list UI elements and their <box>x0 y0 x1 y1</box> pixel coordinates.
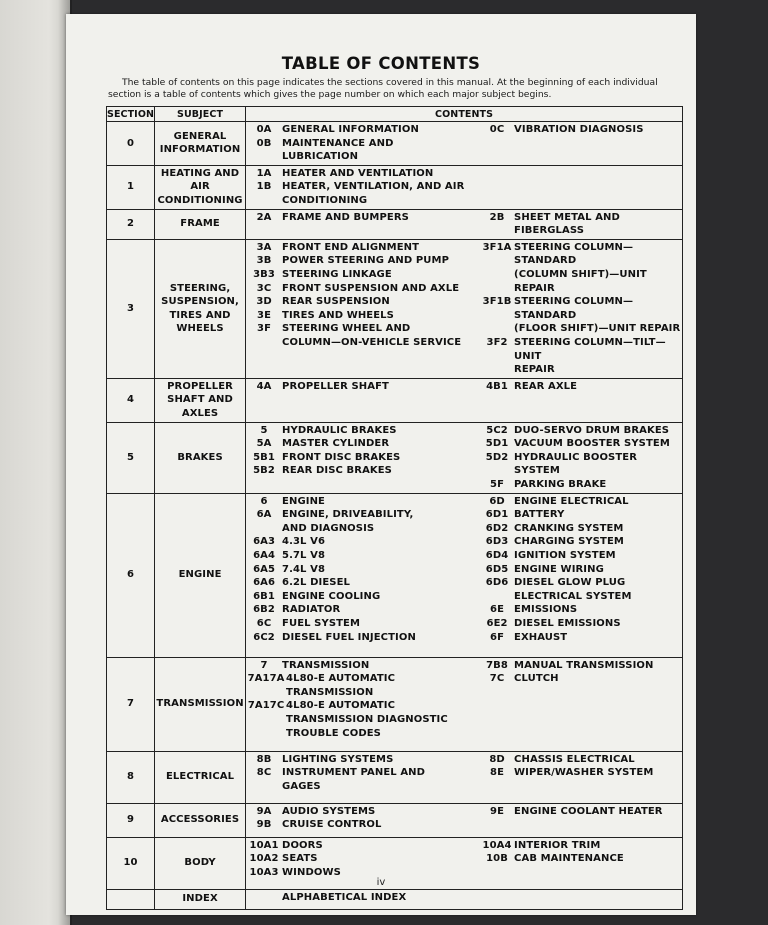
contents-column-left <box>246 123 480 164</box>
contents-entry <box>246 268 480 282</box>
entry-title: GENERAL INFORMATION <box>282 124 419 135</box>
entry-title: SEATS <box>282 853 318 865</box>
table-row <box>107 378 683 422</box>
entry-title: STEERING WHEEL AND COLUMN—ON-VEHICLE SERVICE <box>282 323 462 348</box>
manual-page <box>66 14 696 915</box>
entry-title: REAR DISC BRAKES <box>282 465 392 477</box>
entry-title: 7.4L V8 <box>282 563 326 575</box>
entry-title: MAINTENANCE AND LUBRICATION <box>282 137 394 163</box>
entry-code: 3D <box>256 296 272 308</box>
entry-title: CLUTCH <box>514 673 559 685</box>
table-row <box>107 751 683 803</box>
section-subject: ELECTRICAL <box>155 751 246 803</box>
entry-code: 9A <box>256 805 272 817</box>
contents-column-right <box>480 659 682 741</box>
contents-entry <box>480 478 682 492</box>
section-contents <box>246 209 683 239</box>
entry-title: HYDRAULIC BRAKES <box>282 424 397 436</box>
entry-code: 10B <box>486 853 508 865</box>
entry-title: CHARGING SYSTEM <box>514 536 624 548</box>
entry-code: 7A17A <box>247 673 285 685</box>
section-contents <box>246 378 683 422</box>
entry-code: 10A1 <box>249 839 279 851</box>
contents-entry <box>246 123 480 137</box>
contents-entry <box>246 891 480 905</box>
entry-code: 5A <box>256 438 272 450</box>
contents-entry <box>480 672 682 686</box>
entry-code: 0B <box>256 137 272 149</box>
entry-title: RADIATOR <box>282 604 341 616</box>
entry-code: 7 <box>260 659 268 671</box>
entry-code: 3F2 <box>486 336 508 348</box>
entry-code: 3B3 <box>253 268 275 280</box>
entry-code: 6A3 <box>253 536 276 548</box>
entry-code: 3F1A <box>482 241 512 253</box>
contents-entry <box>246 753 480 767</box>
contents-column-left <box>246 805 480 832</box>
entry-title: STEERING LINKAGE <box>282 268 392 280</box>
contents-entry <box>480 336 682 377</box>
contents-entry <box>246 576 480 590</box>
contents-column-left <box>246 380 480 394</box>
contents-entry <box>480 123 682 137</box>
contents-entry <box>246 309 480 323</box>
entry-code: 8D <box>489 753 505 765</box>
section-contents <box>246 751 683 803</box>
entry-code: 6D <box>489 495 505 507</box>
contents-entry <box>246 180 480 207</box>
contents-entry <box>246 766 480 793</box>
contents-entry <box>246 590 480 604</box>
section-contents <box>246 889 683 909</box>
contents-entry <box>480 766 682 780</box>
entry-title: DUO-SERVO DRUM BRAKES <box>514 424 670 436</box>
contents-entry <box>246 495 480 509</box>
contents-entry <box>246 818 480 832</box>
entry-title: SHEET METAL AND FIBERGLASS <box>514 211 620 237</box>
contents-entry <box>246 805 480 819</box>
entry-code: 5F <box>490 479 505 491</box>
entry-title: STEERING COLUMN—STANDARD (COLUMN SHIFT)—UNIT REPAIR <box>514 241 647 294</box>
contents-column-left <box>246 211 480 238</box>
header-subject: SUBJECT <box>155 107 246 122</box>
contents-column-left <box>246 241 480 377</box>
contents-entry <box>480 295 682 336</box>
entry-title: POWER STEERING AND PUMP <box>282 255 450 267</box>
entry-code: 6A4 <box>253 550 276 562</box>
entry-code: 6D4 <box>485 550 509 562</box>
contents-entry <box>480 563 682 577</box>
entry-code: 7B8 <box>486 659 508 671</box>
entry-title: CRUISE CONTROL <box>282 819 382 831</box>
entry-title: ALPHABETICAL INDEX <box>282 891 407 903</box>
section-number: 8 <box>107 751 155 803</box>
contents-column-left <box>246 424 480 492</box>
contents-entry <box>480 753 682 767</box>
section-subject: ENGINE <box>155 493 246 657</box>
table-row <box>107 657 683 751</box>
entry-code: 6C <box>256 618 272 629</box>
entry-title: REAR SUSPENSION <box>282 296 390 308</box>
contents-entry <box>246 617 480 631</box>
entry-title: FRONT END ALIGNMENT <box>282 241 420 253</box>
contents-column-right <box>480 380 682 394</box>
entry-code: 1B <box>256 181 272 193</box>
contents-entry <box>480 617 682 631</box>
entry-title: EXHAUST <box>514 631 568 643</box>
entry-title: 6.2L DIESEL <box>282 577 350 589</box>
entry-title: FRONT SUSPENSION AND AXLE <box>282 282 460 294</box>
section-subject: GENERAL INFORMATION <box>155 122 246 166</box>
contents-entry <box>246 852 480 866</box>
entry-code: 2B <box>489 211 505 223</box>
entry-code: 6A <box>256 509 272 521</box>
entry-code <box>246 891 282 905</box>
contents-column-left <box>246 167 480 208</box>
entry-title: VIBRATION DIAGNOSIS <box>514 124 644 135</box>
contents-entry <box>480 659 682 673</box>
entry-title: ENGINE COOLANT HEATER <box>514 805 663 817</box>
entry-code: 4A <box>256 380 272 392</box>
contents-entry <box>246 437 480 451</box>
entry-code: 6D5 <box>485 563 509 575</box>
entry-title: DIESEL FUEL INJECTION <box>282 631 416 643</box>
entry-code: 6 <box>260 495 268 507</box>
entry-code: 1A <box>256 167 272 179</box>
contents-entry <box>246 380 480 394</box>
table-row <box>107 209 683 239</box>
contents-entry <box>246 282 480 296</box>
entry-code: 10A2 <box>249 853 279 865</box>
entry-code: 9B <box>256 819 272 831</box>
contents-table <box>106 106 683 910</box>
entry-code: 3C <box>256 282 272 294</box>
entry-code: 3B <box>256 255 272 267</box>
contents-entry <box>480 437 682 451</box>
entry-code: 5 <box>260 424 268 436</box>
entry-title: STEERING COLUMN—STANDARD (FLOOR SHIFT)—UNIT REPAIR <box>514 296 681 335</box>
page-number: iv <box>376 877 386 888</box>
entry-code: 6E2 <box>486 618 508 629</box>
section-contents <box>246 122 683 166</box>
contents-column-right <box>480 167 682 208</box>
table-row <box>107 239 683 378</box>
entry-title: INSTRUMENT PANEL AND GAGES <box>282 767 426 792</box>
section-number: 4 <box>107 378 155 422</box>
entry-title: PROPELLER SHAFT <box>282 380 389 392</box>
entry-code: 5D1 <box>485 438 509 450</box>
entry-title: REAR AXLE <box>514 380 578 392</box>
section-number: 0 <box>107 122 155 166</box>
entry-code: 7C <box>489 673 505 685</box>
contents-column-right <box>480 123 682 164</box>
contents-entry <box>246 424 480 438</box>
entry-code: 4B1 <box>486 380 508 392</box>
table-row <box>107 889 683 909</box>
contents-entry <box>246 451 480 465</box>
entry-code: 0C <box>489 124 505 135</box>
contents-column-left <box>246 839 480 880</box>
contents-entry <box>480 805 682 819</box>
section-number: 7 <box>107 657 155 751</box>
contents-entry <box>480 631 682 645</box>
section-contents <box>246 239 683 378</box>
page-title: TABLE OF CONTENTS <box>281 54 481 73</box>
section-subject: TRANSMISSION <box>155 657 246 751</box>
contents-column-right <box>480 424 682 492</box>
contents-column-left <box>246 891 480 905</box>
section-subject: ACCESSORIES <box>155 803 246 837</box>
contents-entry <box>246 631 480 645</box>
header-contents: CONTENTS <box>246 107 683 122</box>
entry-code: 8B <box>256 753 272 765</box>
entry-code: 6E <box>490 604 505 616</box>
entry-title: CRANKING SYSTEM <box>514 522 624 534</box>
contents-column-right <box>480 805 682 832</box>
entry-title: HEATER, VENTILATION, AND AIR CONDITIONING <box>282 181 465 206</box>
table-row <box>107 422 683 493</box>
entry-title: WIPER/WASHER SYSTEM <box>514 767 654 779</box>
contents-column-right <box>480 495 682 645</box>
section-subject: PROPELLER SHAFT AND AXLES <box>155 378 246 422</box>
contents-column-right <box>480 211 682 238</box>
entry-title: 5.7L V8 <box>282 550 326 562</box>
table-row <box>107 803 683 837</box>
entry-code: 6D3 <box>485 536 509 548</box>
section-contents <box>246 422 683 493</box>
entry-title: HEATER AND VENTILATION <box>282 167 434 179</box>
contents-entry <box>480 852 682 866</box>
entry-code: 6D1 <box>485 509 509 521</box>
section-contents <box>246 803 683 837</box>
entry-code: 6A5 <box>253 563 276 575</box>
contents-column-right <box>480 753 682 794</box>
section-number: 10 <box>107 837 155 889</box>
contents-entry <box>246 535 480 549</box>
entry-code: 6B2 <box>253 604 275 616</box>
contents-column-left <box>246 659 480 741</box>
contents-entry <box>246 603 480 617</box>
section-number: 3 <box>107 239 155 378</box>
table-row <box>107 493 683 657</box>
contents-column-right <box>480 891 682 905</box>
entry-title: LIGHTING SYSTEMS <box>282 753 394 765</box>
entry-title: STEERING COLUMN—TILT—UNIT REPAIR <box>514 336 666 376</box>
entry-title: CAB MAINTENANCE <box>514 853 624 865</box>
entry-code: 6C2 <box>253 631 275 643</box>
entry-title: BATTERY <box>514 509 565 521</box>
entry-code: 6D6 <box>485 577 509 589</box>
contents-entry <box>246 295 480 309</box>
entry-title: INTERIOR TRIM <box>514 839 601 851</box>
section-number: 9 <box>107 803 155 837</box>
table-body <box>107 122 683 910</box>
section-subject: BODY <box>155 837 246 889</box>
entry-title: IGNITION SYSTEM <box>514 550 616 562</box>
contents-entry <box>480 424 682 438</box>
entry-code: 3F1B <box>482 296 512 308</box>
entry-code: 6F <box>490 631 505 643</box>
table-row <box>107 165 683 209</box>
entry-code: 2A <box>256 211 272 223</box>
contents-entry <box>246 167 480 181</box>
entry-title: DIESEL EMISSIONS <box>514 618 621 629</box>
entry-title: MASTER CYLINDER <box>282 438 390 450</box>
section-contents <box>246 165 683 209</box>
contents-column-right <box>480 241 682 377</box>
contents-entry <box>480 508 682 522</box>
entry-code: 6A6 <box>253 577 276 589</box>
contents-entry <box>480 451 682 478</box>
contents-column-right <box>480 839 682 880</box>
contents-entry <box>480 380 682 394</box>
contents-entry <box>246 549 480 563</box>
section-number <box>107 889 155 909</box>
contents-entry <box>246 322 480 349</box>
contents-entry <box>246 254 480 268</box>
entry-title: CHASSIS ELECTRICAL <box>514 753 635 765</box>
contents-entry <box>480 241 682 295</box>
entry-title: PARKING BRAKE <box>514 479 607 491</box>
entry-title: HYDRAULIC BOOSTER SYSTEM <box>514 451 638 477</box>
entry-title: ENGINE <box>282 495 325 507</box>
section-number: 2 <box>107 209 155 239</box>
entry-title: ENGINE ELECTRICAL <box>514 495 629 507</box>
contents-entry <box>246 659 480 673</box>
entry-code: 10A4 <box>482 839 512 851</box>
contents-entry <box>246 137 480 164</box>
intro-paragraph: The table of contents on this page indicates the sections covered in this manual. At the beginning of each individual section is a table of contents which gives the page number on which each major subject begins. <box>108 77 658 100</box>
contents-entry <box>246 508 480 535</box>
entry-code: 3A <box>256 241 272 253</box>
entry-title: MANUAL TRANSMISSION <box>514 659 654 671</box>
entry-title: 4L80-E AUTOMATIC TRANSMISSION <box>286 673 396 698</box>
entry-title: AUDIO SYSTEMS <box>282 805 376 817</box>
header-section: SECTION <box>107 108 155 120</box>
contents-entry <box>480 211 682 238</box>
section-subject: BRAKES <box>155 422 246 493</box>
entry-code: 6D2 <box>485 522 509 534</box>
entry-title: FRAME AND BUMPERS <box>282 211 409 223</box>
entry-title: ENGINE COOLING <box>282 590 381 602</box>
entry-title: 4L80-E AUTOMATIC TRANSMISSION DIAGNOSTIC TROUBLE CODES <box>286 700 448 739</box>
entry-title: DIESEL GLOW PLUG ELECTRICAL SYSTEM <box>514 577 632 602</box>
entry-title: VACUUM BOOSTER SYSTEM <box>514 438 670 450</box>
entry-code: 5D2 <box>485 451 509 463</box>
section-subject: FRAME <box>155 209 246 239</box>
entry-code: 8C <box>256 767 272 779</box>
entry-title: EMISSIONS <box>514 604 578 616</box>
entry-title: DOORS <box>282 839 323 851</box>
entry-code: 3F <box>257 323 272 335</box>
entry-code: 6B1 <box>253 590 275 602</box>
entry-title: TIRES AND WHEELS <box>282 309 394 321</box>
entry-code: 5B2 <box>253 465 275 477</box>
section-number: 5 <box>107 422 155 493</box>
section-subject: STEERING, SUSPENSION, TIRES AND WHEELS <box>155 239 246 378</box>
contents-entry <box>480 522 682 536</box>
entry-code: 9E <box>490 805 505 817</box>
contents-entry <box>246 839 480 853</box>
contents-entry <box>480 549 682 563</box>
entry-title: TRANSMISSION <box>282 659 370 671</box>
entry-code: 7A17C <box>247 700 285 712</box>
section-number: 1 <box>107 165 155 209</box>
contents-entry <box>480 839 682 853</box>
contents-entry <box>246 699 480 740</box>
entry-code: 10A3 <box>249 866 279 878</box>
entry-code: 5B1 <box>253 451 275 463</box>
section-subject: HEATING AND AIR CONDITIONING <box>155 165 246 209</box>
entry-title: ENGINE, DRIVEABILITY, AND DIAGNOSIS <box>282 509 414 534</box>
contents-entry <box>480 535 682 549</box>
contents-entry <box>246 241 480 255</box>
entry-code: 8E <box>490 767 505 779</box>
section-subject: INDEX <box>155 889 246 909</box>
entry-title: FRONT DISC BRAKES <box>282 451 401 463</box>
contents-column-left <box>246 495 480 645</box>
table-header-row <box>107 107 683 122</box>
contents-entry <box>246 211 480 225</box>
section-contents <box>246 493 683 657</box>
entry-title: ENGINE WIRING <box>514 563 604 575</box>
contents-column-left <box>246 753 480 794</box>
contents-entry <box>246 464 480 478</box>
contents-entry <box>480 603 682 617</box>
entry-code: 5C2 <box>486 424 508 436</box>
section-contents <box>246 657 683 751</box>
entry-title: WINDOWS <box>282 866 341 878</box>
entry-title: FUEL SYSTEM <box>282 618 361 629</box>
section-number: 6 <box>107 493 155 657</box>
contents-entry <box>480 576 682 603</box>
table-row <box>107 122 683 166</box>
contents-entry <box>480 495 682 509</box>
contents-entry <box>246 563 480 577</box>
entry-code: 0A <box>256 124 272 135</box>
entry-title: 4.3L V6 <box>282 536 326 548</box>
contents-entry <box>246 672 480 699</box>
entry-code: 3E <box>257 309 272 321</box>
